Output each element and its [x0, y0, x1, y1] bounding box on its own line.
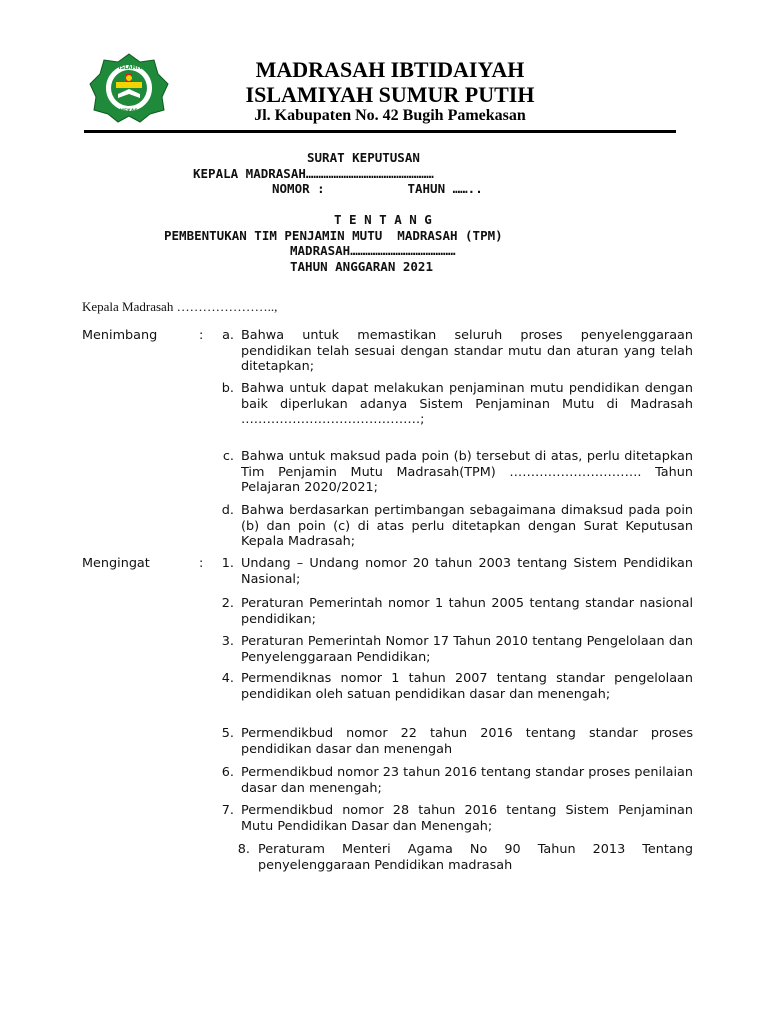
- menimbang-item-d: Bahwa berdasarkan pertimbangan sebagaimana dimaksud pada poin (b) dan poin (c) di atas perlu ditetapkan dengan Surat Keputusan Kepala Madrasah;: [241, 503, 693, 550]
- mengingat-item-2: Peraturan Pemerintah nomor 1 tahun 2005 tentang standar nasional pendidikan;: [241, 596, 693, 627]
- letterhead-title-1: MADRASAH IBTIDAIYAH: [255, 57, 525, 82]
- mengingat-item-8: Peraturam Menteri Agama No 90 Tahun 2013 Tentang penyelenggaraan Pendidikan madrasah: [258, 842, 693, 873]
- mengingat-marker-7: 7.: [221, 803, 234, 818]
- mengingat-marker-6: 6.: [221, 765, 234, 780]
- heading-tentang: T E N T A N G: [334, 212, 432, 227]
- logo-text-bottom: PAMEKASAN: [112, 109, 146, 114]
- heading-nomor: NOMOR : TAHUN ……..: [272, 181, 483, 196]
- menimbang-marker-b: b.: [221, 381, 234, 396]
- menimbang-marker-c: c.: [222, 449, 234, 464]
- heading-tahun-anggaran: TAHUN ANGGARAN 2021: [290, 259, 433, 274]
- mengingat-item-1: Undang – Undang nomor 20 tahun 2003 tentang Sistem Pendidikan Nasional;: [241, 556, 693, 587]
- letterhead-divider: [84, 130, 676, 133]
- heading-pembentukan: PEMBENTUKAN TIM PENJAMIN MUTU MADRASAH (TPM): [164, 228, 503, 243]
- heading-kepala-madrasah: KEPALA MADRASAH……………………………………………: [193, 166, 434, 181]
- mengingat-marker-4: 4.: [221, 671, 234, 686]
- mengingat-colon: :: [199, 556, 204, 571]
- mengingat-marker-3: 3.: [221, 634, 234, 649]
- menimbang-label: Menimbang: [82, 328, 158, 343]
- mengingat-label: Mengingat: [82, 556, 150, 571]
- mengingat-item-3: Peraturan Pemerintah Nomor 17 Tahun 2010 tentang Pengelolaan dan Penyelenggaraan Pendidikan;: [241, 634, 693, 665]
- menimbang-colon: :: [199, 328, 204, 343]
- letterhead-address: Jl. Kabupaten No. 42 Bugih Pamekasan: [254, 107, 526, 124]
- mengingat-marker-1: 1.: [221, 556, 234, 571]
- mengingat-item-4: Permendiknas nomor 1 tahun 2007 tentang standar pengelolaan pendidikan oleh satuan pendidikan dasar dan menengah;: [241, 671, 693, 702]
- mengingat-item-7: Permendikbud nomor 28 tahun 2016 tentang Sistem Penjaminan Mutu Pendidikan Dasar dan Menengah;: [241, 803, 693, 834]
- mengingat-item-6: Permendikbud nomor 23 tahun 2016 tentang standar proses penilaian dasar dan menengah;: [241, 765, 693, 796]
- opening-line: Kepala Madrasah …………………..,: [82, 299, 278, 314]
- menimbang-item-b: Bahwa untuk dapat melakukan penjaminan mutu pendidikan dengan baik diperlukan adanya Sistem Penjaminan Mutu di Madrasah ……………………………………;: [241, 381, 693, 428]
- menimbang-marker-a: a.: [222, 328, 234, 343]
- mengingat-marker-2: 2.: [221, 596, 234, 611]
- mengingat-marker-5: 5.: [221, 726, 234, 741]
- letterhead-title-2: ISLAMIYAH SUMUR PUTIH: [245, 82, 535, 107]
- menimbang-item-c: Bahwa untuk maksud pada poin (b) tersebut di atas, perlu ditetapkan Tim Penjamin Mutu Madrasah(TPM) …………………………. Tahun Pelajaran 2020/2021;: [241, 449, 693, 496]
- menimbang-item-a: Bahwa untuk memastikan seluruh proses penyelenggaraan pendidikan telah sesuai dengan standar mutu dan aturan yang telah ditetapkan;: [241, 328, 693, 375]
- madrasah-logo: [88, 52, 170, 124]
- menimbang-marker-d: d.: [221, 503, 234, 518]
- heading-surat-keputusan: SURAT KEPUTUSAN: [307, 150, 420, 165]
- mengingat-item-5: Permendikbud nomor 22 tahun 2016 tentang standar proses pendidikan dasar dan menengah: [241, 726, 693, 757]
- logo-text-top: MI. ISLAMIYAH: [107, 65, 151, 71]
- heading-madrasah: MADRASAH……………………………………: [290, 243, 456, 258]
- mengingat-marker-8: 8.: [237, 842, 250, 857]
